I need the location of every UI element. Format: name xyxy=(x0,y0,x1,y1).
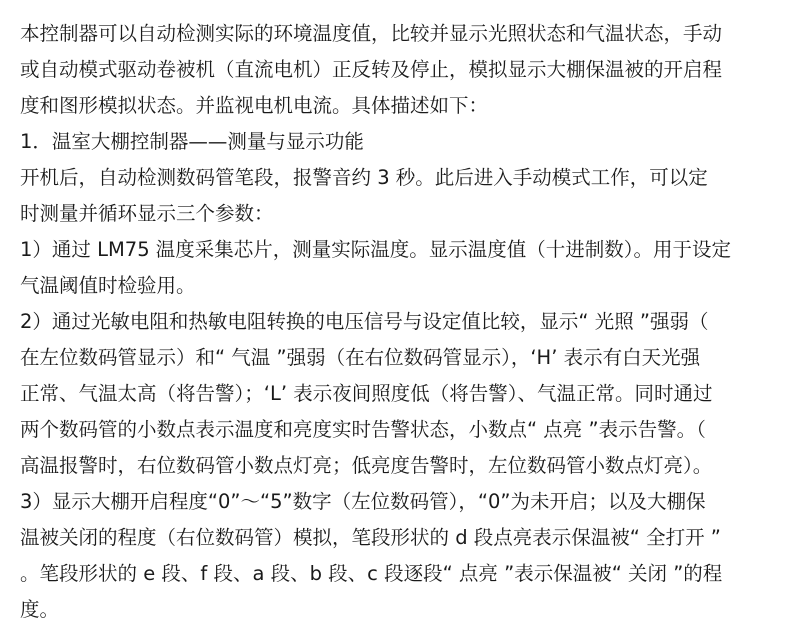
text-line-1: 本控制器可以自动检测实际的环境温度值，比较并显示光照状态和气温状态，手动 xyxy=(20,22,723,45)
text-line-14: 3）显示大棚开启程度“0”～“5”数字（左位数码管），“0”为未开启；以及大棚保 xyxy=(20,490,706,513)
text-line-5: 开机后，自动检测数码管笔段，报警音约 3 秒。此后进入手动模式工作，可以定 xyxy=(20,166,708,189)
text-line-15: 温被关闭的程度（右位数码管）模拟，笔段形状的 d 段点亮表示保温被“ 全打开 ” xyxy=(20,526,721,549)
text-line-16: 。笔段形状的 e 段、f 段、a 段、b 段、c 段逐段“ 点亮 ”表示保温被“ 关闭 ”的程 xyxy=(20,562,723,585)
text-line-10: 在左位数码管显示）和“ 气温 ”强弱（在右位数码管显示），‘H’ 表示有白天光强 xyxy=(20,346,701,369)
text-line-2: 或自动模式驱动卷被机（直流电机）正反转及停止，模拟显示大棚保温被的开启程 xyxy=(20,58,723,81)
section-heading-1: 1．温室大棚控制器——测量与显示功能 xyxy=(20,130,364,153)
text-line-9: 2）通过光敏电阻和热敏电阻转换的电压信号与设定值比较，显示“ 光照 ”强弱（ xyxy=(20,310,709,333)
text-line-11: 正常、气温太高（将告警）；‘L’ 表示夜间照度低（将告警）、气温正常。同时通过 xyxy=(20,382,713,405)
text-line-17: 度。 xyxy=(20,598,60,621)
text-line-6: 时测量并循环显示三个参数： xyxy=(20,202,274,225)
text-line-12: 两个数码管的小数点表示温度和亮度实时告警状态，小数点“ 点亮 ”表示告警。（ xyxy=(20,418,706,441)
text-line-8: 气温阈值时检验用。 xyxy=(20,274,196,297)
text-line-3: 度和图形模拟状态。并监视电机电流。具体描述如下： xyxy=(20,94,489,117)
text-line-13: 高温报警时，右位数码管小数点灯亮；低亮度告警时，左位数码管小数点灯亮）。 xyxy=(20,454,713,477)
text-line-7: 1）通过 LM75 温度采集芯片，测量实际温度。显示温度值（十进制数）。用于设定 xyxy=(20,238,732,261)
